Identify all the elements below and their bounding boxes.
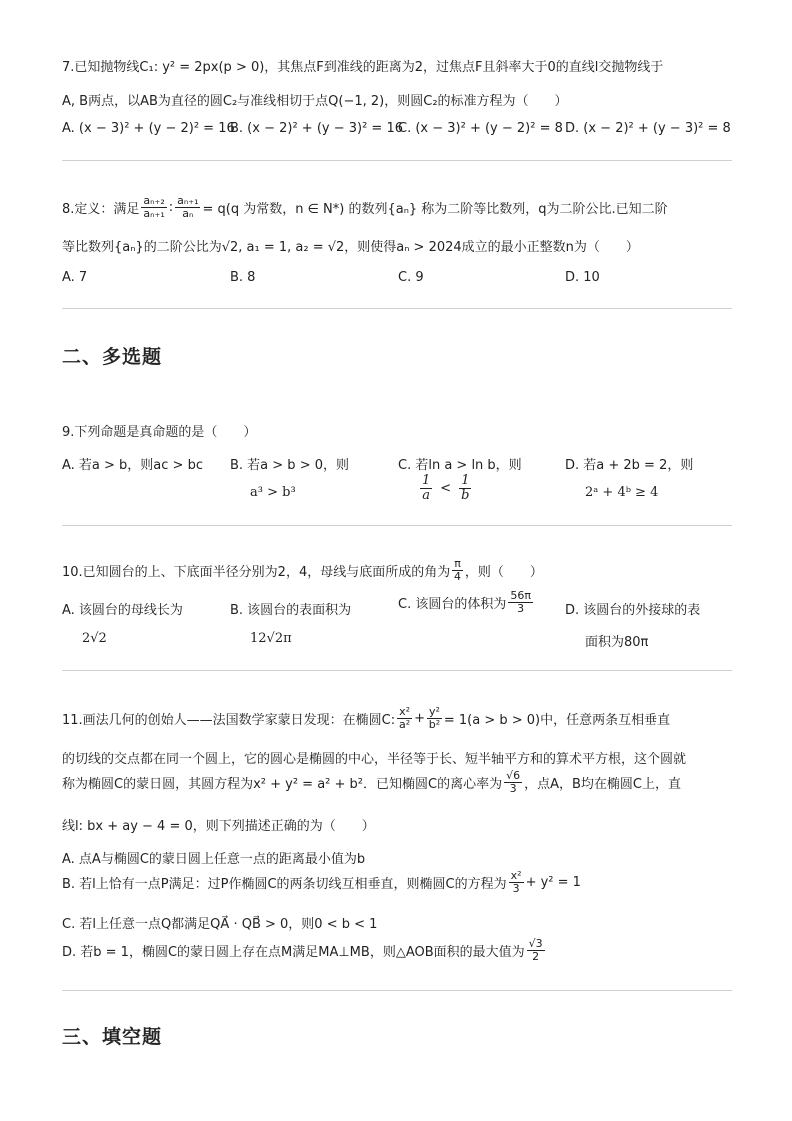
q9-option-c-line2 <box>418 474 473 504</box>
q8-option-c: C. 9 <box>398 270 424 285</box>
q11-eccentricity-fraction <box>504 770 522 795</box>
q11-option-b-fraction-num: x² <box>510 869 522 882</box>
q10-option-c <box>398 590 535 615</box>
q8-option-b: B. 8 <box>230 270 256 285</box>
q9-option-c-frac-b <box>459 474 471 504</box>
q9-option-a: A. 若a > b，则ac > bc <box>62 458 203 473</box>
q11-frac-y2-b2-den: b² <box>428 718 441 732</box>
q11-option-b <box>62 870 581 895</box>
divider <box>62 670 732 671</box>
q9-option-c-less-than: < <box>440 481 452 497</box>
q11-option-d-fraction <box>527 938 545 963</box>
q11-line1-prefix: 11.画法几何的创始人——法国数学家蒙日发现：在椭圆C: <box>62 713 396 729</box>
q10-option-c-fraction <box>508 590 533 615</box>
q8-fraction-2 <box>175 195 200 220</box>
q10-option-d-line1: D. 该圆台的外接球的表 <box>565 603 701 618</box>
q10-option-c-fraction-num: 56π <box>510 589 531 602</box>
divider <box>62 308 732 309</box>
q11-frac-x2-a2-den: a² <box>399 718 411 732</box>
q8-stem-prefix: 8.定义：满足 <box>62 202 140 218</box>
q11-option-d-prefix: D. 若b = 1，椭圆C的蒙日圆上存在点M满足MA⊥MB，则△AOB面积的最大值为 <box>62 945 525 961</box>
divider <box>62 990 732 991</box>
section-heading-multiple-choice: 二、多选题 <box>62 346 163 368</box>
divider <box>62 160 732 161</box>
q11-eccentricity-num: √6 <box>506 769 521 782</box>
q9-option-b-line2: a³ > b³ <box>250 485 296 500</box>
q7-stem-line2: A, B两点，以AB为直径的圆C₂与准线相切于点Q(−1, 2)，则圆C₂的标准方程为（ ） <box>62 94 568 109</box>
q8-fraction-1 <box>141 195 166 220</box>
q8-stem-line2: 等比数列{aₙ}的二阶公比为√2, a₁ = 1, a₂ = √2，则使得aₙ > 2024成立的最小正整数n为（ ） <box>62 240 639 255</box>
q11-frac-x2-a2 <box>397 706 412 731</box>
q11-option-a: A. 点A与椭圆C的蒙日圆上任意一点的距离最小值为b <box>62 852 366 867</box>
q8-fraction-2-num: aₙ₊₁ <box>177 194 199 207</box>
section-heading-fill-in-blank: 三、填空题 <box>62 1026 163 1048</box>
q10-stem-suffix: ，则（ ） <box>464 565 543 581</box>
q10-option-b-line1: B. 该圆台的表面积为 <box>230 603 352 618</box>
q10-option-a-line2: 2√2 <box>82 631 107 646</box>
q11-option-d-fraction-den: 2 <box>532 950 540 964</box>
q8-stem-suffix: = q(q 为常数，n ∈ N*) 的数列{aₙ} 称为二阶等比数列，q为二阶公比.已知二阶 <box>202 202 668 218</box>
q11-stem-line3 <box>62 770 681 795</box>
q11-eccentricity-den: 3 <box>509 782 517 796</box>
q9-stem: 9.下列命题是真命题的是（ ） <box>62 425 257 440</box>
q9-option-d-line2: 2ᵃ + 4ᵇ ≥ 4 <box>585 485 659 500</box>
q11-option-b-fraction-den: 3 <box>512 882 520 896</box>
q10-option-c-fraction-den: 3 <box>517 602 525 616</box>
q11-option-b-prefix: B. 若l上恰有一点P满足：过P作椭圆C的两条切线互相垂直，则椭圆C的方程为 <box>62 877 507 893</box>
q8-stem-line1: 8.定义：满足 $\frac{\text{aₙ₊₂}}{\text{aₙ₊₁}}$ : $\frac{\text{aₙ₊₁}}{\text{aₙ}}$ = q(q 为常数，n ∈ N*) 的数列{aₙ} 称为二阶等比数列，q为二阶公比.已知二阶 <box>62 194 668 221</box>
q9-option-c-frac-b-den: b <box>461 488 470 504</box>
q9-option-c-frac-a-den: a <box>422 488 431 504</box>
q11-frac-y2-b2-num: y² <box>428 705 440 718</box>
q11-line3-suffix: ，点A，B均在椭圆C上，直 <box>524 777 681 793</box>
q8-fraction-1-num: aₙ₊₂ <box>143 194 165 207</box>
q10-angle-fraction <box>452 558 463 583</box>
q11-stem-line2: 的切线的交点都在同一个圆上，它的圆心是椭圆的中心，半径等于长、短半轴平方和的算术平方根，这个圆就 <box>62 752 687 767</box>
q8-option-d: D. 10 <box>565 270 600 285</box>
q7-option-c: C. (x − 3)² + (y − 2)² = 8 <box>398 121 563 136</box>
q10-angle-fraction-den: 4 <box>454 570 462 584</box>
q10-option-a-line1: A. 该圆台的母线长为 <box>62 603 183 618</box>
q8-fraction-1-den: aₙ₊₁ <box>143 207 165 221</box>
q11-option-d-fraction-num: √3 <box>528 937 543 950</box>
q8-fraction-2-den: aₙ <box>182 207 194 221</box>
q9-option-c-line1: C. 若ln a > ln b，则 <box>398 458 522 473</box>
q9-option-c-frac-b-num: 1 <box>461 473 470 488</box>
q10-option-d-line2: 面积为80π <box>585 635 649 650</box>
q7-option-d: D. (x − 2)² + (y − 3)² = 8 <box>565 121 731 136</box>
q8-option-a: A. 7 <box>62 270 88 285</box>
q7-option-b: B. (x − 2)² + (y − 3)² = 16 <box>230 121 403 136</box>
q11-stem-line4: 线l: bx + ay − 4 = 0，则下列描述正确的为（ ） <box>62 819 375 834</box>
q10-stem-prefix: 10.已知圆台的上、下底面半径分别为2，4，母线与底面所成的角为 <box>62 565 451 581</box>
q10-option-b-line2: 12√2π <box>250 631 292 646</box>
q11-option-c: C. 若l上任意一点Q都满足QA⃗ · QB⃗ > 0，则0 < b < 1 <box>62 917 378 932</box>
q11-frac-x2-a2-num: x² <box>399 705 411 718</box>
q10-stem <box>62 558 543 583</box>
q11-option-b-suffix: + y² = 1 <box>525 875 581 891</box>
q7-option-a: A. (x − 3)² + (y − 2)² = 16 <box>62 121 235 136</box>
q11-line1-suffix: = 1(a > b > 0)中，任意两条互相垂直 <box>443 713 671 729</box>
q11-frac-y2-b2 <box>427 706 442 731</box>
q9-option-c-frac-a <box>420 474 432 504</box>
q10-option-c-label: C. 该圆台的体积为 <box>398 597 507 613</box>
q10-angle-fraction-num: π <box>454 557 461 570</box>
q7-stem-line1: 7.已知抛物线C₁: y² = 2px(p > 0)，其焦点F到准线的距离为2，过焦点F且斜率大于0的直线l交抛物线于 <box>62 60 664 75</box>
q9-option-c-frac-a-num: 1 <box>422 473 431 488</box>
q9-option-b-line1: B. 若a > b > 0，则 <box>230 458 349 473</box>
q11-line3-prefix: 称为椭圆C的蒙日圆，其圆方程为x² + y² = a² + b²．已知椭圆C的离心率为 <box>62 777 503 793</box>
q11-stem-line1 <box>62 706 670 731</box>
q9-option-d-line1: D. 若a + 2b = 2，则 <box>565 458 694 473</box>
q11-option-d <box>62 938 547 963</box>
q11-option-b-fraction <box>509 870 524 895</box>
q11-plus-sign: + <box>414 711 425 727</box>
divider <box>62 525 732 526</box>
